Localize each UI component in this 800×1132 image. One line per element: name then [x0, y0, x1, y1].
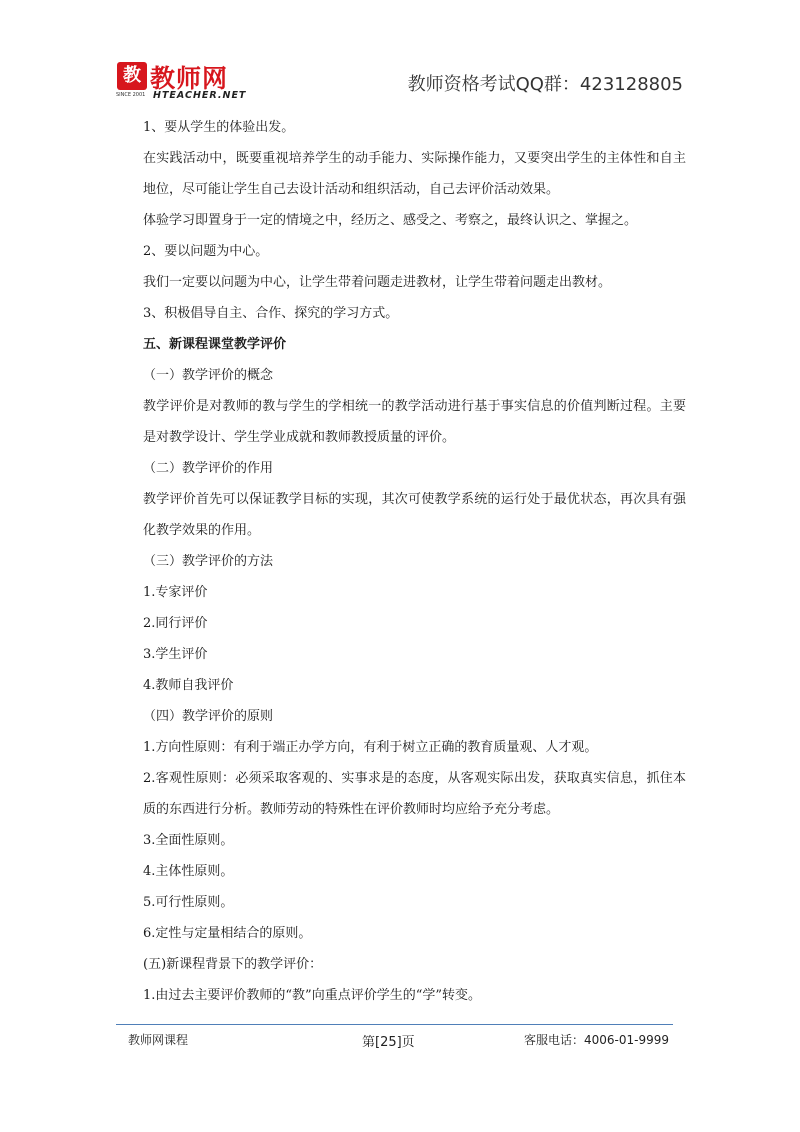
- list-item: 4.教师自我评价: [143, 678, 234, 693]
- list-item: 1.方向性原则：有利于端正办学方向，有利于树立正确的教育质量观、人才观。: [143, 740, 598, 755]
- page-header: [0, 0, 800, 110]
- subsection-heading: （一）教学评价的概念: [143, 368, 274, 383]
- footer-left-text: 教师网课程: [128, 1033, 189, 1047]
- logo-url: HTEACHER.NET: [153, 90, 247, 101]
- paragraph: 在实践活动中，既要重视培养学生的动手能力、实际操作能力，又要突出学生的主体性和自主地位，尽可能让学生自己去设计活动和组织活动，自己去评价活动效果。: [143, 151, 686, 197]
- paragraph: 1、要从学生的体验出发。: [143, 120, 295, 135]
- subsection-heading: （四）教学评价的原则: [143, 709, 274, 724]
- paragraph: 体验学习即置身于一定的情境之中，经历之、感受之、考察之，最终认识之、掌握之。: [143, 213, 638, 228]
- page-number: 第[25]页: [362, 1035, 415, 1050]
- logo-badge-icon: 教: [117, 62, 147, 90]
- section-heading: 五、新课程课堂教学评价: [143, 337, 287, 352]
- list-item: 3.全面性原则。: [143, 833, 234, 848]
- logo-title: 教师网: [150, 64, 229, 93]
- service-phone: 客服电话：4006-01-9999: [524, 1033, 670, 1047]
- list-item: 6.定性与定量相结合的原则。: [143, 926, 312, 941]
- paragraph: 教学评价首先可以保证教学目标的实现，其次可使教学系统的运行处于最优状态，再次具有强化教学效果的作用。: [143, 492, 686, 538]
- list-item: 1.专家评价: [143, 585, 208, 600]
- document-body: [116, 112, 686, 1011]
- qq-group-text: 教师资格考试QQ群：423128805: [407, 74, 683, 95]
- subsection-heading: （二）教学评价的作用: [143, 461, 274, 476]
- list-item: 2.同行评价: [143, 616, 208, 631]
- subsection-heading: （三）教学评价的方法: [143, 554, 274, 569]
- paragraph: 2、要以问题为中心。: [143, 244, 269, 259]
- list-item: 5.可行性原则。: [143, 895, 234, 910]
- list-item: 2.客观性原则：必须采取客观的、实事求是的态度，从客观实际出发，获取真实信息，抓住本质的东西进行分析。教师劳动的特殊性在评价教师时均应给予充分考虑。: [143, 771, 686, 817]
- logo-since: SINCE 2001: [116, 92, 146, 98]
- paragraph: 教学评价是对教师的教与学生的学相统一的教学活动进行基于事实信息的价值判断过程。主要是对教学设计、学生学业成就和教师教授质量的评价。: [143, 399, 686, 445]
- hteacher-logo[interactable]: [117, 62, 247, 102]
- list-item: 4.主体性原则。: [143, 864, 234, 879]
- list-item: 1.由过去主要评价教师的“教”向重点评价学生的“学”转变。: [143, 988, 481, 1003]
- footer-divider: [116, 1024, 673, 1025]
- subsection-heading: (五)新课程背景下的教学评价：: [143, 957, 323, 972]
- paragraph: 3、积极倡导自主、合作、探究的学习方式。: [143, 306, 399, 321]
- paragraph: 我们一定要以问题为中心，让学生带着问题走进教材，让学生带着问题走出教材。: [143, 275, 612, 290]
- list-item: 3.学生评价: [143, 647, 208, 662]
